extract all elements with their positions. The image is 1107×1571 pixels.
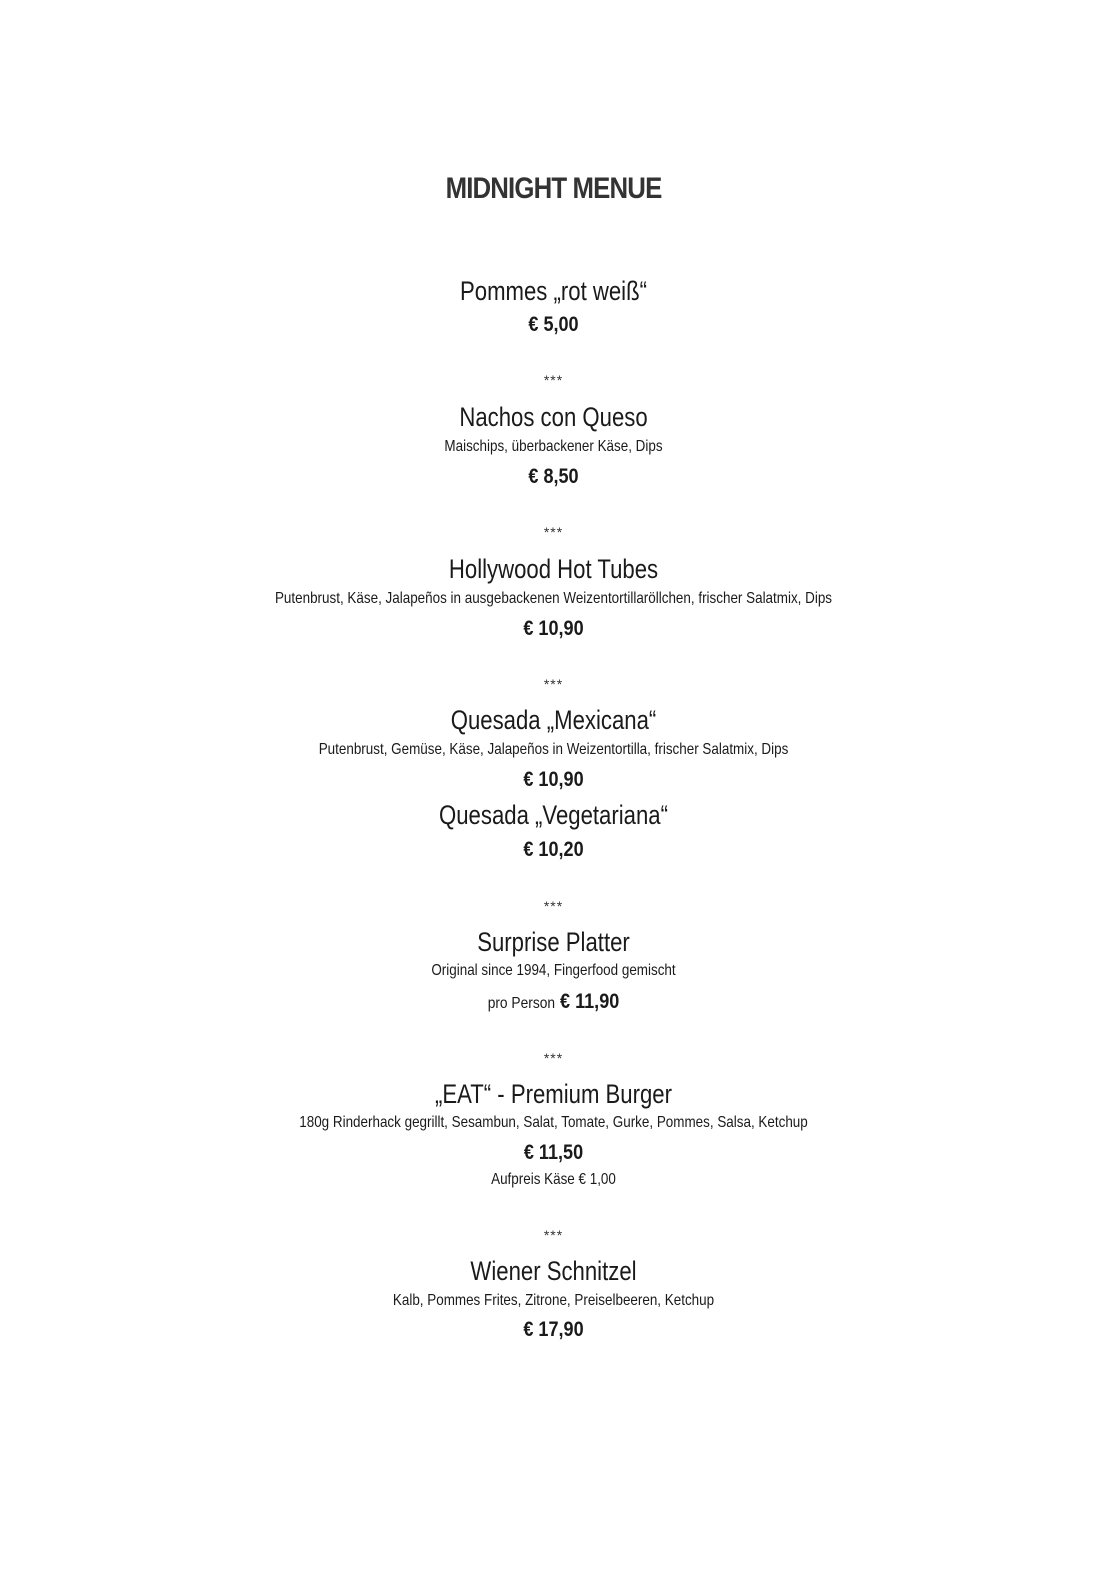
item-name: Hollywood Hot Tubes xyxy=(448,554,659,584)
item-price: € 8,50 xyxy=(528,465,579,488)
separator: *** xyxy=(543,524,564,540)
separator: *** xyxy=(543,676,564,692)
item-name: Pommes „rot weiß“ xyxy=(460,276,647,306)
menu-title: MIDNIGHT MENUE xyxy=(445,172,662,205)
item-note: Aufpreis Käse € 1,00 xyxy=(491,1171,616,1188)
item-price: € 17,90 xyxy=(523,1318,584,1341)
item-name: Quesada „Vegetariana“ xyxy=(439,800,668,830)
item-description: Putenbrust, Gemüse, Käse, Jalapeños in Weizentortilla, frischer Salatmix, Dips xyxy=(318,741,789,758)
item-price: € 11,50 xyxy=(523,1141,584,1164)
item-price: € 10,20 xyxy=(523,838,584,861)
item-description: Putenbrust, Käse, Jalapeños in ausgebackenen Weizentortillaröllchen, frischer Salatmix, Dips xyxy=(274,590,833,607)
item-price: € 10,90 xyxy=(523,617,584,640)
separator: *** xyxy=(543,1050,564,1066)
item-name: Surprise Platter xyxy=(477,927,630,957)
separator: *** xyxy=(543,372,564,388)
price-prefix: pro Person xyxy=(487,995,556,1012)
item-price: € 10,90 xyxy=(523,768,584,791)
item-name: Nachos con Queso xyxy=(459,402,648,432)
item-price: € 5,00 xyxy=(528,313,579,336)
item-name: Quesada „Mexicana“ xyxy=(450,705,657,735)
item-description: Kalb, Pommes Frites, Zitrone, Preiselbeeren, Ketchup xyxy=(392,1292,715,1309)
item-description: Original since 1994, Fingerfood gemischt xyxy=(431,962,676,979)
item-price-line xyxy=(77,990,1029,1014)
separator: *** xyxy=(543,1227,564,1243)
item-name: „EAT“ - Premium Burger xyxy=(434,1079,673,1109)
item-description: 180g Rinderhack gegrillt, Sesambun, Salat, Tomate, Gurke, Pommes, Salsa, Ketchup xyxy=(299,1114,808,1131)
item-price: € 11,90 xyxy=(560,990,620,1013)
item-description: Maischips, überbackener Käse, Dips xyxy=(444,438,663,455)
separator: *** xyxy=(543,898,564,914)
item-name: Wiener Schnitzel xyxy=(470,1256,637,1286)
